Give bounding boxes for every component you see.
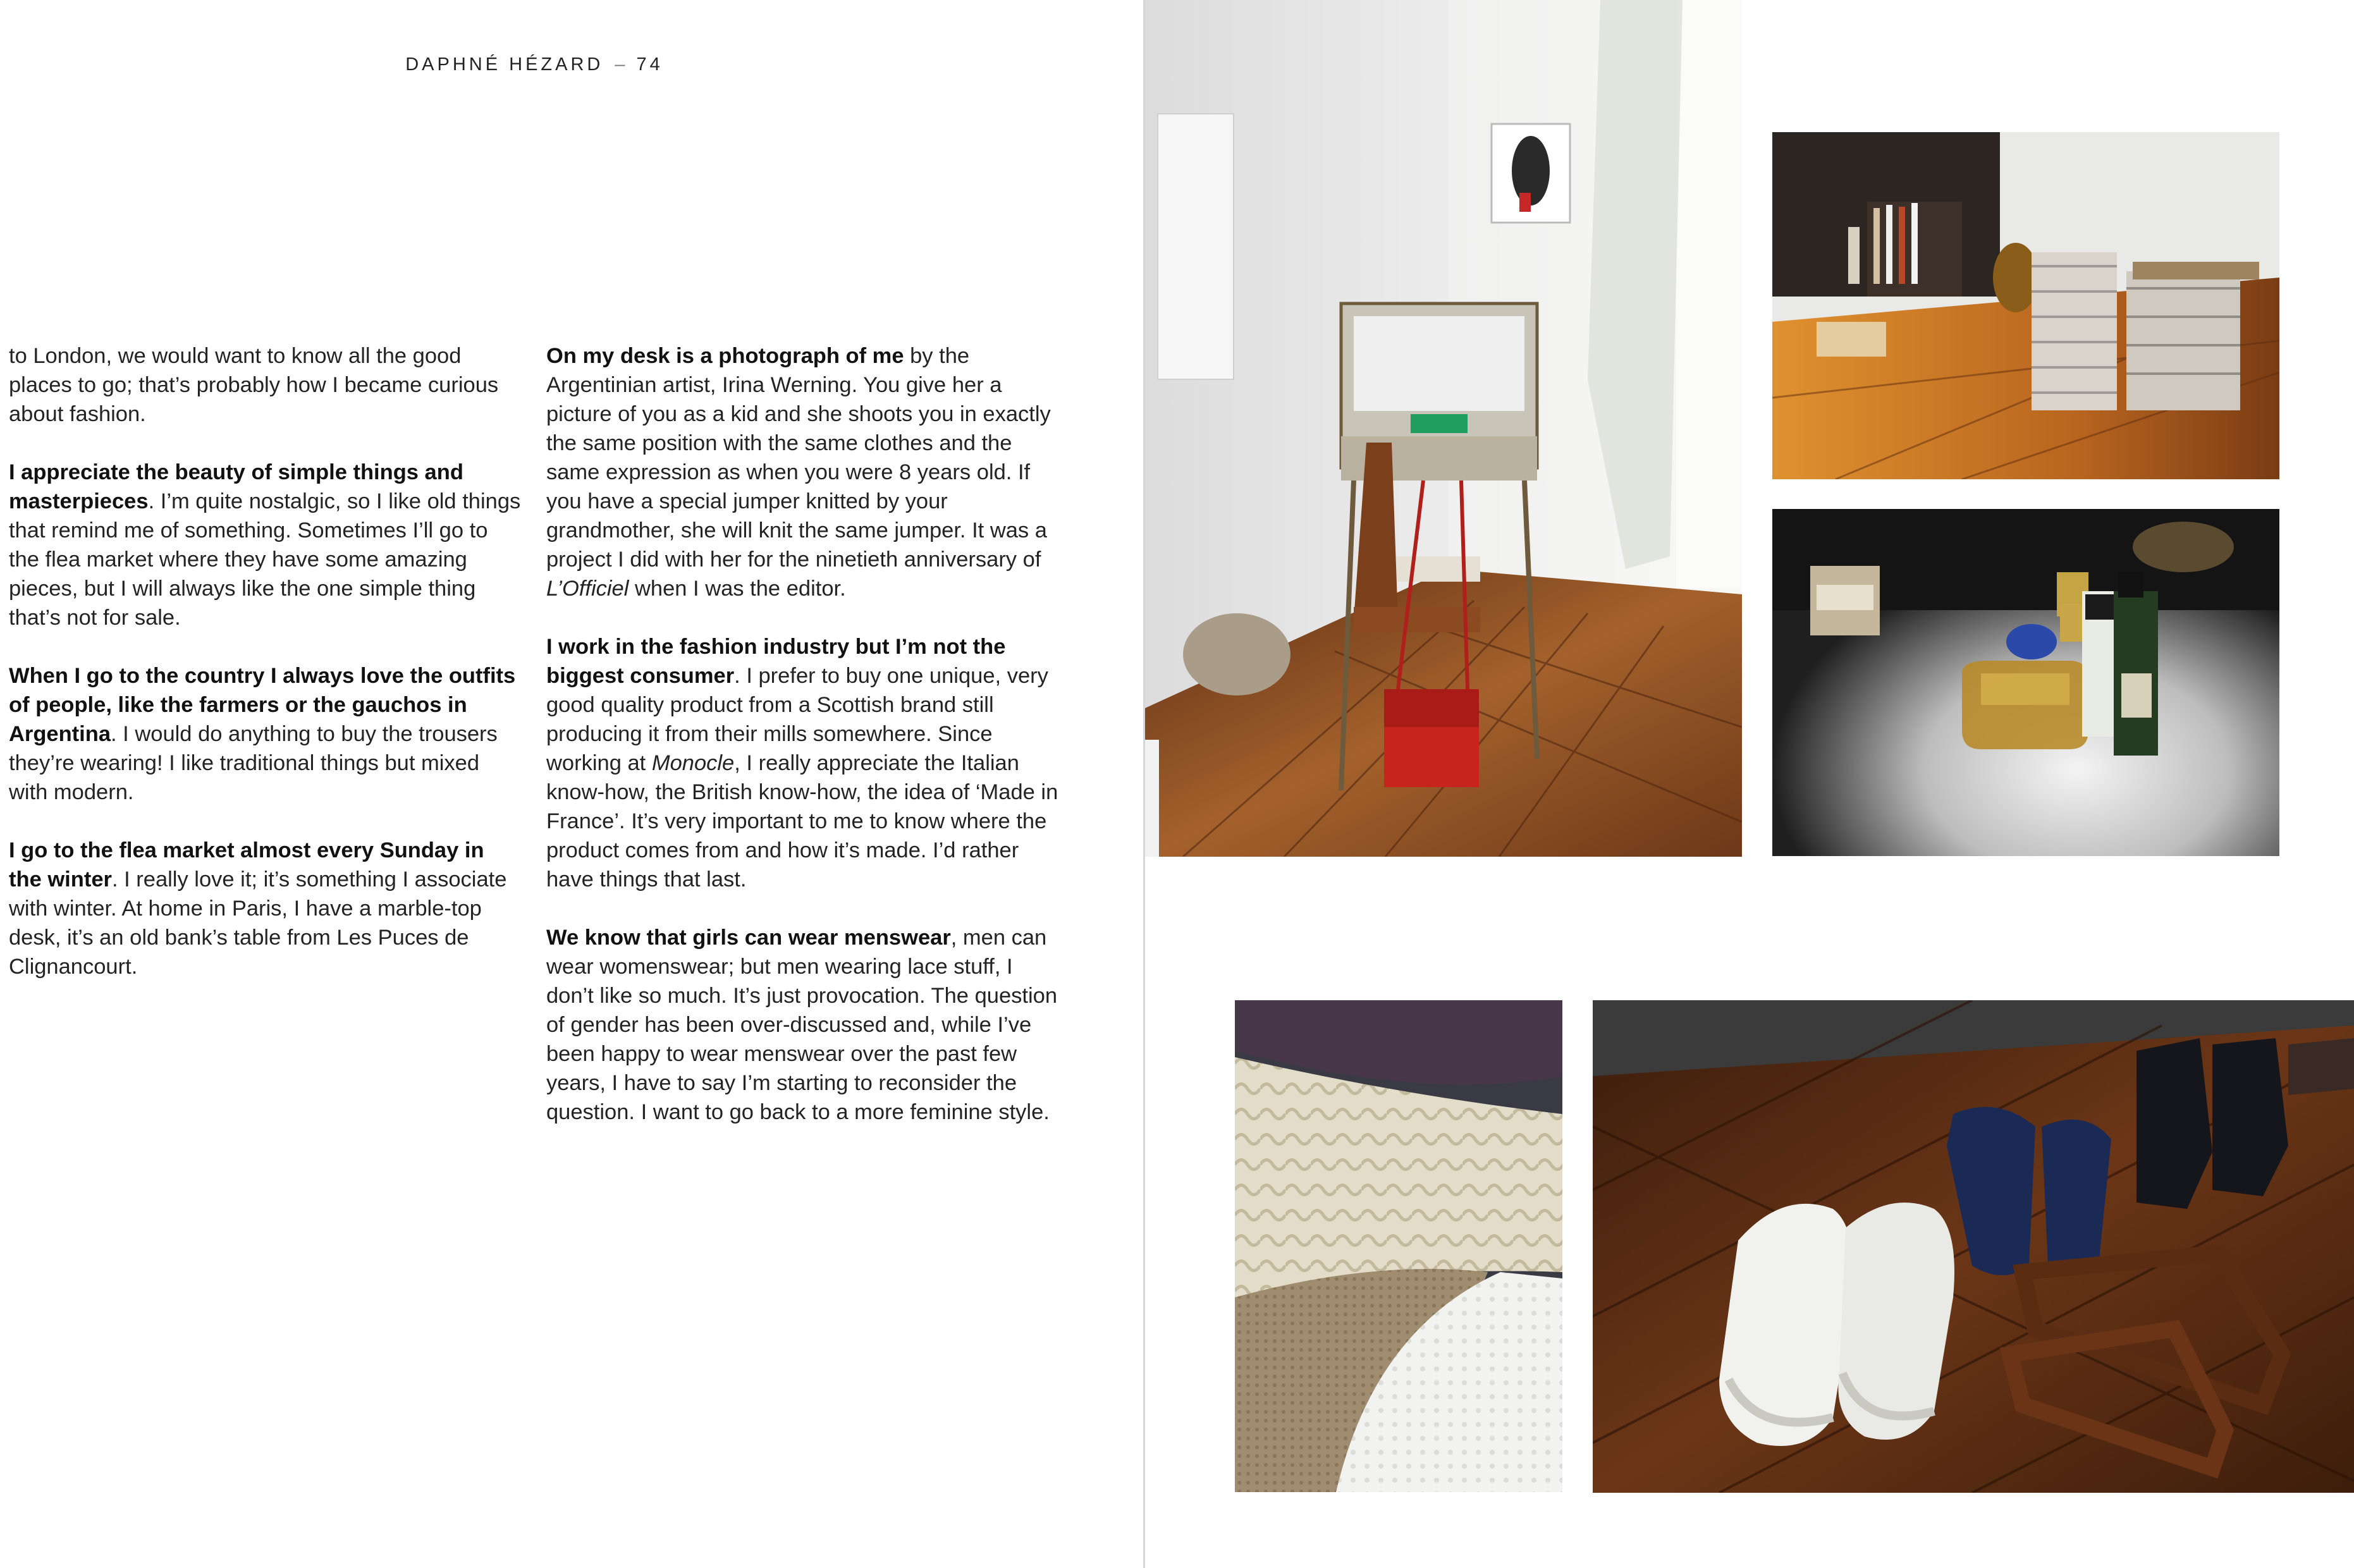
paragraph-text: when I was the editor. xyxy=(628,577,846,601)
photo-desk-corner-image xyxy=(1145,0,1742,857)
photo-knit-jumpers xyxy=(1235,1000,1562,1492)
paragraph xyxy=(546,341,1058,603)
text-column-2 xyxy=(546,341,1058,1156)
photo-desk-corner xyxy=(1145,0,1742,857)
photo-shoes-on-parquet xyxy=(1593,1000,2354,1493)
paragraph-text: to London, we would want to know all the good places to go; that’s probably how I became curious about fashion. xyxy=(9,344,499,426)
paragraph-lead: I work in the fashion industry but I’m not the biggest consumer xyxy=(546,635,1006,688)
paragraph xyxy=(9,836,521,981)
paragraph-lead: I appreciate the beauty of simple things and masterpieces xyxy=(9,460,463,513)
paragraph-text: . I would do anything to buy the trousers they’re wearing! I like traditional things but mixed with modern. xyxy=(9,722,498,804)
paragraph-text: . I prefer to buy one unique, very good quality product from a Scottish brand still producing it from their mills somewhere. Since working at xyxy=(546,664,1048,775)
paragraph-text: , I really appreciate the Italian know-how, the British know-how, the idea of ‘Made in France’. It’s very important to me to know where the product comes from and how it’s made. I’d rather have things that last. xyxy=(546,751,1058,891)
paragraph-lead: When I go to the country I always love the outfits of people, like the farmers or the gauchos in Argentina xyxy=(9,664,516,746)
photo-perfume-bottles-image xyxy=(1772,509,2279,856)
photo-magazine-stacks-image xyxy=(1772,132,2279,479)
paragraph xyxy=(546,632,1058,894)
photo-knit-jumpers-image xyxy=(1235,1000,1562,1492)
paragraph xyxy=(9,458,521,632)
paragraph-text: . I really love it; it’s something I associate with winter. At home in Paris, I have a marble-top desk, it’s an old bank’s table from Les Puces de Clignancourt. xyxy=(9,867,507,979)
paragraph xyxy=(9,661,521,807)
header-separator: – xyxy=(615,54,625,75)
photo-shoes-on-parquet-image xyxy=(1593,1000,2354,1493)
paragraph-lead: We know that girls can wear menswear xyxy=(546,926,951,950)
photo-magazine-stacks xyxy=(1772,132,2279,479)
magazine-title: L’Officiel xyxy=(546,577,629,601)
magazine-title: Monocle xyxy=(651,751,735,775)
text-column-1 xyxy=(9,341,521,1010)
paragraph xyxy=(9,341,521,429)
paragraph-lead: I go to the flea market almost every Sunday in the winter xyxy=(9,838,484,891)
photo-perfume-bottles xyxy=(1772,509,2279,856)
paragraph xyxy=(546,923,1058,1127)
paragraph-lead: On my desk is a photograph of me xyxy=(546,344,904,368)
paragraph-text: . I’m quite nostalgic, so I like old things that remind me of something. Sometimes I’ll go to the flea market where they have some amazing pieces, but I will always like the one simple thing that’s not for sale. xyxy=(9,489,521,630)
paragraph-text: by the Argentinian artist, Irina Werning. You give her a picture of you as a kid and she shoots you in exactly the same position with the same clothes and the same expression as when you were 8 years old. If you have a special jumper knitted by your grandmother, she will knit the same jumper. It was a project I did with her for the ninetieth anniversary of xyxy=(546,344,1051,572)
paragraph-text: , men can wear womenswear; but men wearing lace stuff, I don’t like so much. It’s just provocation. The question of gender has been over-discussed and, while I’ve been happy to wear menswear over the past few years, I have to say I’m starting to reconsider the question. I want to go back to a more feminine style. xyxy=(546,926,1058,1124)
page-number: 74 xyxy=(636,54,663,75)
header-name: DAPHNÉ HÉZARD xyxy=(405,54,604,75)
running-header xyxy=(0,54,1069,75)
